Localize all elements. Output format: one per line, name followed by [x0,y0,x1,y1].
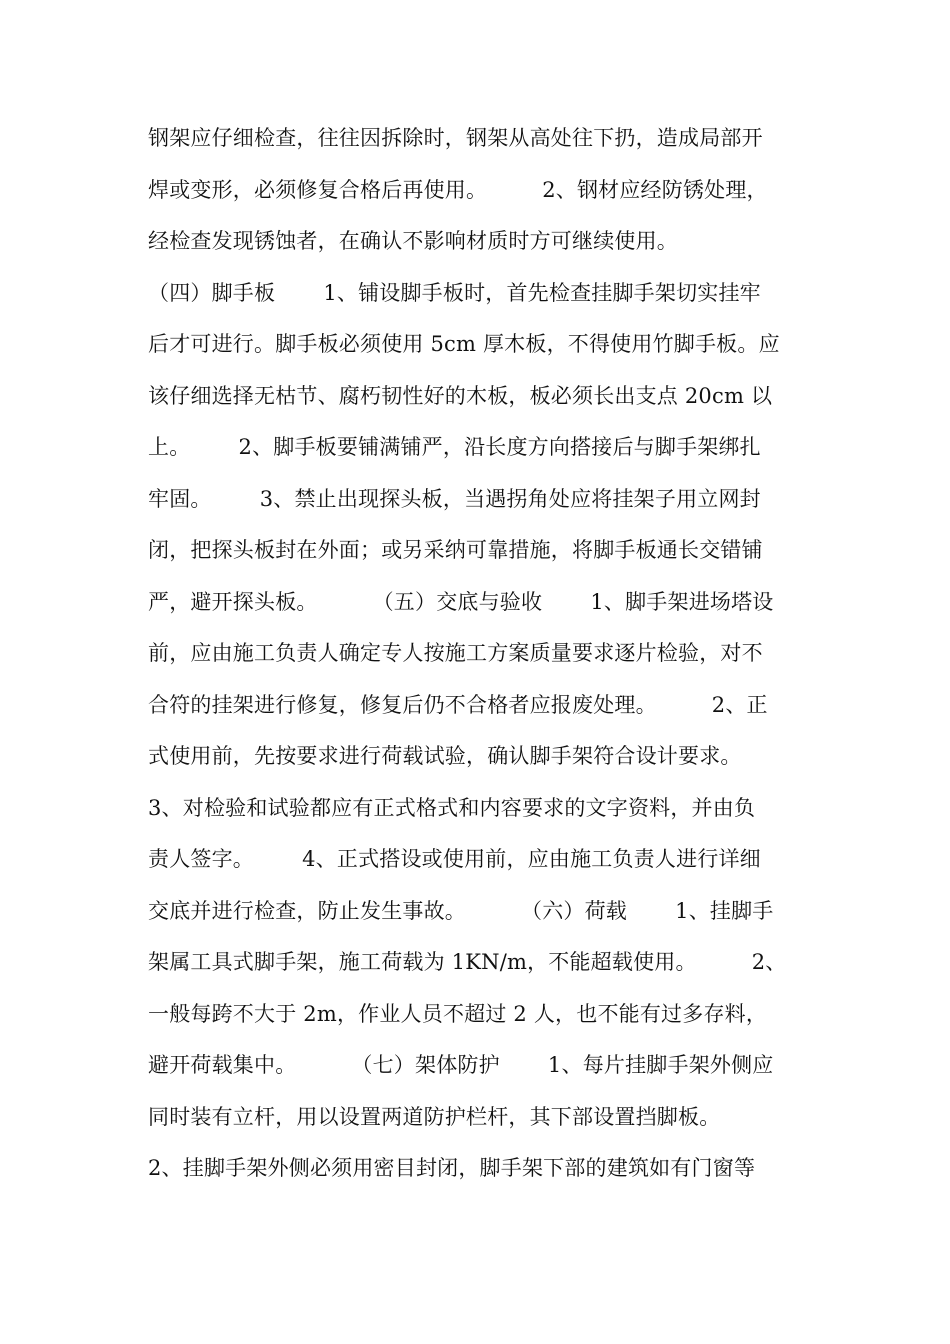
text-line: 式使用前，先按要求进行荷载试验，确认脚手架符合设计要求。 [148,744,742,768]
text-line: 同时装有立杆，用以设置两道防护栏杆，其下部设置挡脚板。 [148,1104,721,1129]
body-text [148,116,808,1198]
text-line: 架属工具式脚手架，施工荷载为 1KN/m，不能超载使用。 2、 [148,950,787,974]
text-line: （四）脚手板 1、铺设脚手板时，首先检查挂脚手架切实挂牢 [148,280,761,305]
text-line: 交底并进行检查，防止发生事故。 （六）荷载 1、挂脚手 [148,898,774,923]
text-line: 后才可进行。脚手板必须使用 5cm 厚木板，不得使用竹脚手板。应 [148,332,780,356]
text-line: 经检查发现锈蚀者，在确认不影响材质时方可继续使用。 [148,229,678,253]
text-line: 闭，把探头板封在外面；或另采纳可靠措施，将脚手板通长交错铺 [148,538,763,562]
text-line: 合符的挂架进行修复，修复后仍不合格者应报废处理。 2、正 [148,692,768,717]
text-line: 上。 2、脚手板要铺满铺严，沿长度方向搭接后与脚手架绑扎 [148,435,761,459]
text-line: 责人签字。 4、正式搭设或使用前，应由施工负责人进行详细 [148,847,761,871]
text-line: 焊或变形，必须修复合格后再使用。 2、钢材应经防锈处理， [148,177,768,202]
text-line: 该仔细选择无枯节、腐朽韧性好的木板，板必须长出支点 20cm 以 [148,383,773,408]
text-line: 前，应由施工负责人确定专人按施工方案质量要求逐片检验，对不 [148,641,763,665]
text-line: 牢固。 3、禁止出现探头板，当遇拐角处应将挂架子用立网封 [148,486,761,511]
text-line: 3、对检验和试验都应有正式格式和内容要求的文字资料，并由负 [148,795,756,820]
text-line: 2、挂脚手架外侧必须用密目封闭，脚手架下部的建筑如有门窗等 [148,1156,756,1180]
text-line: 钢架应仔细检查，往往因拆除时，钢架从高处往下扔，造成局部开 [148,126,763,150]
text-line: 避开荷载集中。 （七）架体防护 1、每片挂脚手架外侧应 [148,1053,774,1077]
text-line: 严，避开探头板。 （五）交底与验收 1、脚手架进场塔设 [148,589,774,614]
text-line: 一般每跨不大于 2m，作业人员不超过 2 人，也不能有过多存料， [148,1001,768,1026]
